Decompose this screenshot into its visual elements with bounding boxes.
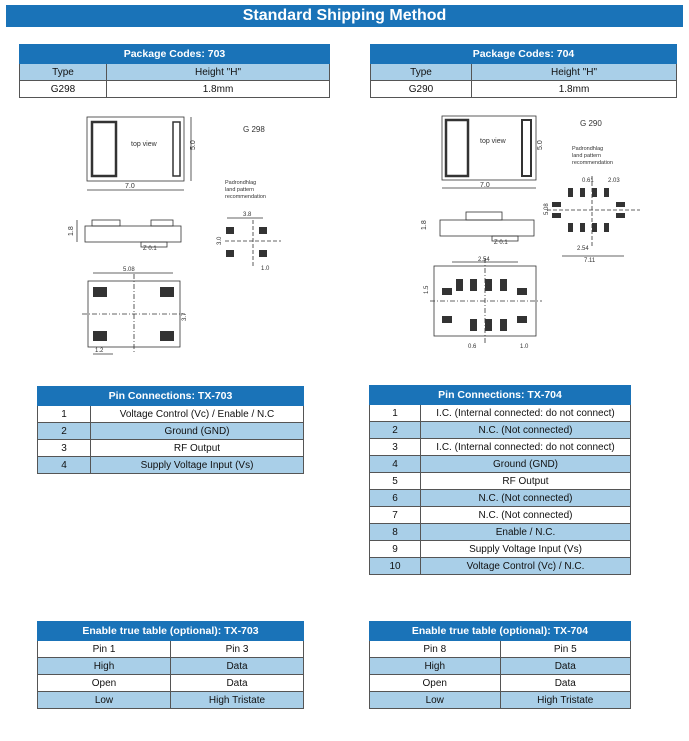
pin-number: 6	[370, 490, 421, 507]
pin-number: 1	[370, 405, 421, 422]
top-view-label: top view	[131, 141, 157, 148]
col-pin-b: Pin 5	[500, 641, 631, 658]
drawing-label: G 290	[580, 119, 602, 128]
land-note: recommendation	[572, 160, 613, 166]
state: Open	[38, 675, 171, 692]
pin-desc: Ground (GND)	[91, 423, 304, 440]
pin-desc: RF Output	[421, 473, 631, 490]
pin-desc: RF Output	[91, 440, 304, 457]
pin-desc: Voltage Control (Vc) / N.C.	[421, 558, 631, 575]
pin-desc: N.C. (Not connected)	[421, 507, 631, 524]
pin-number: 9	[370, 541, 421, 558]
dim-len: 1.2	[95, 348, 104, 354]
dim-d: 7.11	[584, 258, 596, 264]
land-note: recommendation	[225, 194, 266, 200]
output: Data	[500, 658, 631, 675]
pin-connections-704-table	[369, 385, 631, 575]
height-value: 1.8mm	[107, 81, 330, 98]
pin-desc: N.C. (Not connected)	[421, 490, 631, 507]
pin-number: 10	[370, 558, 421, 575]
type-value: G290	[371, 81, 472, 98]
state: Low	[370, 692, 501, 709]
output: High Tristate	[171, 692, 304, 709]
land-note: Padrondhlag	[225, 180, 257, 186]
pin-desc: Voltage Control (Vc) / Enable / N.C	[91, 406, 304, 423]
dim-side: 3.7	[182, 312, 188, 321]
enable-table-704	[369, 621, 631, 709]
dim-thick: 1.8	[68, 226, 75, 236]
dim-pad-h: 3.0	[217, 236, 223, 245]
dim-thick: 1.8	[421, 220, 428, 230]
dim-pitch: 3.8	[243, 212, 252, 218]
package-codes-704-title: Package Codes: 704	[371, 45, 677, 64]
pin-desc: Ground (GND)	[421, 456, 631, 473]
dim-i: 1.0	[520, 344, 529, 350]
col-pin-a: Pin 8	[370, 641, 501, 658]
height-value: 1.8mm	[472, 81, 677, 98]
package-codes-703-title: Package Codes: 703	[20, 45, 330, 64]
col-type: Type	[20, 64, 107, 81]
pin-703-title: Pin Connections: TX-703	[38, 387, 304, 406]
col-pin-b: Pin 3	[171, 641, 304, 658]
output: Data	[171, 658, 304, 675]
dim-height: 5.0	[537, 140, 544, 150]
package-drawing-704	[412, 98, 647, 356]
col-type: Type	[371, 64, 472, 81]
pin-number: 4	[38, 457, 91, 474]
page-title: Standard Shipping Method	[6, 5, 683, 27]
top-view-label: top view	[480, 138, 506, 145]
dim-height: 5.0	[190, 140, 197, 150]
state: Low	[38, 692, 171, 709]
pin-number: 7	[370, 507, 421, 524]
dim-width: 7.0	[125, 183, 135, 190]
output: Data	[171, 675, 304, 692]
pin-number: 2	[38, 423, 91, 440]
dim-h: 0.6	[468, 344, 477, 350]
enable-704-title: Enable true table (optional): TX-704	[370, 622, 631, 641]
col-height: Height "H"	[107, 64, 330, 81]
pin-number: 5	[370, 473, 421, 490]
pin-desc: Supply Voltage Input (Vs)	[421, 541, 631, 558]
pin-number: 3	[38, 440, 91, 457]
enable-table-703	[37, 621, 304, 709]
pin-connections-703-table	[37, 386, 304, 474]
dim-e: 5.08	[544, 203, 550, 215]
col-height: Height "H"	[472, 64, 677, 81]
pin-desc: Supply Voltage Input (Vs)	[91, 457, 304, 474]
output: High Tristate	[500, 692, 631, 709]
land-note: Padrondhlag	[572, 146, 604, 152]
dim-small: 1.0	[261, 266, 270, 272]
pin-desc: Enable / N.C.	[421, 524, 631, 541]
state: High	[370, 658, 501, 675]
enable-703-title: Enable true table (optional): TX-703	[38, 622, 304, 641]
output: Data	[500, 675, 631, 692]
dim-pad-w: 5.08	[123, 267, 135, 273]
drawing-label: G 298	[243, 125, 265, 134]
pin-number: 4	[370, 456, 421, 473]
pin-number: 1	[38, 406, 91, 423]
col-pin-a: Pin 1	[38, 641, 171, 658]
type-value: G298	[20, 81, 107, 98]
pin-704-title: Pin Connections: TX-704	[370, 386, 631, 405]
dim-a: 0.61	[582, 178, 594, 184]
package-codes-703-table	[19, 44, 330, 98]
pin-number: 2	[370, 422, 421, 439]
pin-desc: I.C. (Internal connected: do not connect)	[421, 439, 631, 456]
package-drawing-703	[55, 108, 315, 360]
dim-b: 2.03	[608, 178, 620, 184]
pin-number: 3	[370, 439, 421, 456]
state: High	[38, 658, 171, 675]
dim-c: 2.54	[577, 246, 589, 252]
package-codes-704-table	[370, 44, 677, 98]
pin-desc: I.C. (Internal connected: do not connect)	[421, 405, 631, 422]
dim-box: Z 0.1	[143, 246, 157, 252]
land-note: land pattern	[225, 187, 255, 193]
state: Open	[370, 675, 501, 692]
pin-desc: N.C. (Not connected)	[421, 422, 631, 439]
dim-box: Z 0.1	[494, 240, 508, 246]
dim-g: 2.54	[478, 257, 490, 263]
dim-f: 1.5	[424, 285, 430, 294]
dim-width: 7.0	[480, 182, 490, 189]
pin-number: 8	[370, 524, 421, 541]
land-note: land pattern	[572, 153, 602, 159]
